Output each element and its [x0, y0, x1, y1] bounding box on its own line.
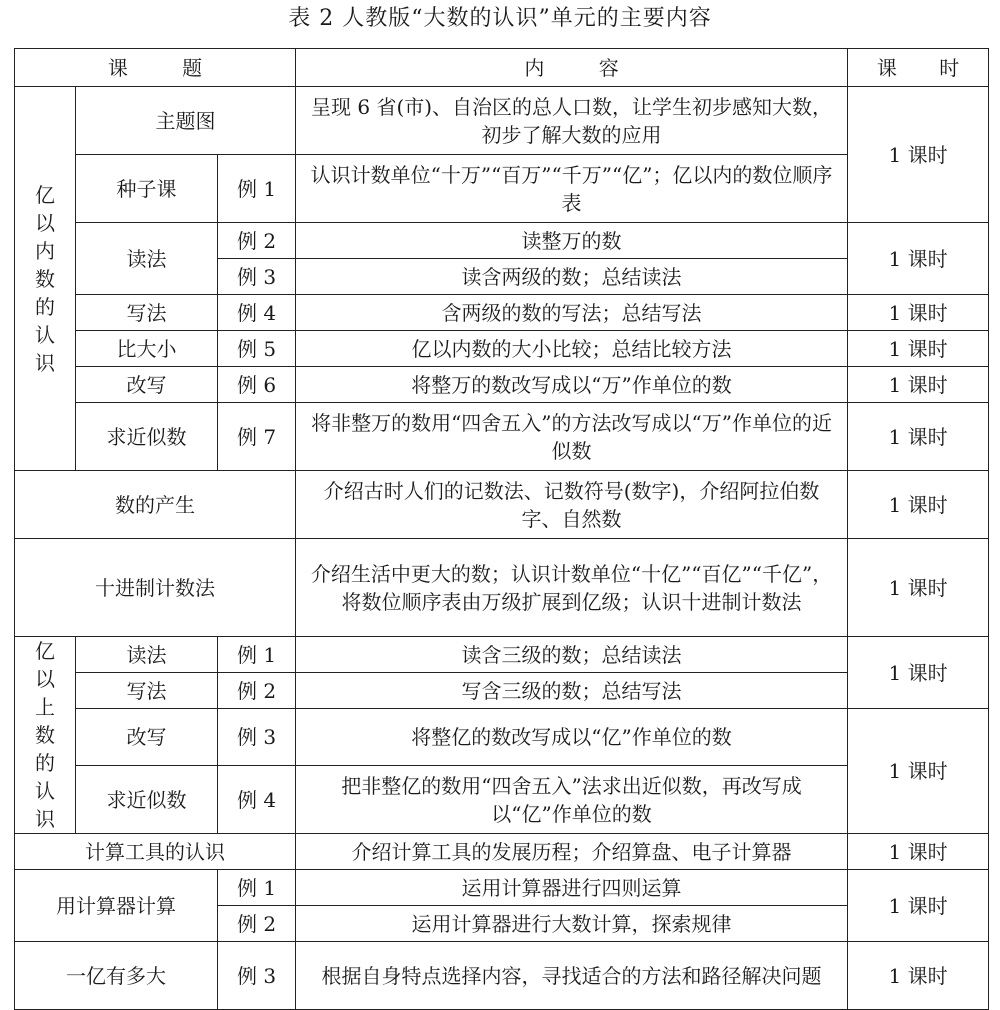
group-above-yi: 亿以上数的认识 [15, 637, 76, 834]
content-table [14, 48, 989, 1010]
content-cell: 根据自身特点选择内容，寻找适合的方法和路径解决问题 [296, 942, 848, 1010]
table-row [15, 155, 989, 223]
content-cell: 亿以内数的大小比较；总结比较方法 [296, 331, 848, 367]
hours-cell: 1 课时 [848, 223, 989, 295]
topic-cell: 改写 [76, 367, 218, 403]
content-cell: 把非整亿的数用“四舍五入”法求出近似数，再改写成以“亿”作单位的数 [296, 766, 848, 834]
topic-cell: 比大小 [76, 331, 218, 367]
hours-cell: 1 课时 [848, 870, 989, 942]
hours-cell: 1 课时 [848, 709, 989, 834]
content-cell: 认识计数单位“十万”“百万”“千万”“亿”；亿以内的数位顺序表 [296, 155, 848, 223]
content-cell: 读含三级的数；总结读法 [296, 637, 848, 673]
topic-cell: 写法 [76, 295, 218, 331]
table-caption: 表 2 人教版“大数的认识”单元的主要内容 [288, 6, 712, 31]
table-row [15, 834, 989, 870]
content-cell: 将整亿的数改写成以“亿”作单位的数 [296, 709, 848, 766]
topic-cell: 种子课 [76, 155, 218, 223]
example-cell: 例 3 [218, 709, 296, 766]
group-within-yi: 亿以内数的认识 [15, 87, 76, 471]
topic-cell: 十进制计数法 [15, 539, 296, 637]
table-row [15, 295, 989, 331]
hours-cell: 1 课时 [848, 403, 989, 471]
topic-cell: 主题图 [76, 87, 296, 155]
hours-cell: 1 课时 [848, 637, 989, 709]
table-row [15, 766, 989, 834]
table-row [15, 471, 989, 539]
content-cell: 介绍古时人们的记数法、记数符号(数字)，介绍阿拉伯数字、自然数 [296, 471, 848, 539]
example-cell: 例 2 [218, 223, 296, 259]
table-row [15, 403, 989, 471]
example-cell: 例 1 [218, 637, 296, 673]
content-cell: 读整万的数 [296, 223, 848, 259]
table-row [15, 87, 989, 155]
table-header-row [15, 49, 989, 87]
topic-cell: 读法 [76, 637, 218, 673]
content-cell: 呈现 6 省(市)、自治区的总人口数，让学生初步感知大数，初步了解大数的应用 [296, 87, 848, 155]
topic-cell: 求近似数 [76, 403, 218, 471]
content-cell: 将整万的数改写成以“万”作单位的数 [296, 367, 848, 403]
hours-cell: 1 课时 [848, 87, 989, 223]
hours-cell: 1 课时 [848, 367, 989, 403]
content-cell: 读含两级的数；总结读法 [296, 259, 848, 295]
topic-cell: 数的产生 [15, 471, 296, 539]
table-row [15, 539, 989, 637]
topic-cell: 求近似数 [76, 766, 218, 834]
content-cell: 运用计算器进行四则运算 [296, 870, 848, 906]
topic-cell: 一亿有多大 [15, 942, 218, 1010]
content-cell: 含两级的数的写法；总结写法 [296, 295, 848, 331]
example-cell: 例 3 [218, 942, 296, 1010]
example-cell: 例 1 [218, 155, 296, 223]
hours-cell: 1 课时 [848, 295, 989, 331]
hours-cell: 1 课时 [848, 331, 989, 367]
table-row [15, 870, 989, 906]
topic-cell: 写法 [76, 673, 218, 709]
example-cell: 例 5 [218, 331, 296, 367]
topic-cell: 用计算器计算 [15, 870, 218, 942]
content-cell: 写含三级的数；总结写法 [296, 673, 848, 709]
example-cell: 例 4 [218, 766, 296, 834]
hours-cell: 1 课时 [848, 471, 989, 539]
table-row [15, 709, 989, 766]
table-row [15, 942, 989, 1010]
header-content: 内 容 [296, 49, 848, 87]
topic-cell: 计算工具的认识 [15, 834, 296, 870]
example-cell: 例 1 [218, 870, 296, 906]
content-cell: 介绍生活中更大的数；认识计数单位“十亿”“百亿”“千亿”，将数位顺序表由万级扩展到亿级；认识十进制计数法 [296, 539, 848, 637]
header-hours: 课 时 [848, 49, 989, 87]
example-cell: 例 7 [218, 403, 296, 471]
example-cell: 例 2 [218, 906, 296, 942]
example-cell: 例 6 [218, 367, 296, 403]
example-cell: 例 3 [218, 259, 296, 295]
example-cell: 例 2 [218, 673, 296, 709]
hours-cell: 1 课时 [848, 942, 989, 1010]
table-row [15, 673, 989, 709]
header-topic: 课 题 [15, 49, 296, 87]
table-row [15, 331, 989, 367]
content-cell: 介绍计算工具的发展历程；介绍算盘、电子计算器 [296, 834, 848, 870]
table-row [15, 637, 989, 673]
hours-cell: 1 课时 [848, 539, 989, 637]
content-cell: 运用计算器进行大数计算，探索规律 [296, 906, 848, 942]
table-row [15, 367, 989, 403]
content-cell: 将非整万的数用“四舍五入”的方法改写成以“万”作单位的近似数 [296, 403, 848, 471]
table-row [15, 223, 989, 259]
hours-cell: 1 课时 [848, 834, 989, 870]
example-cell: 例 4 [218, 295, 296, 331]
topic-cell: 读法 [76, 223, 218, 295]
topic-cell: 改写 [76, 709, 218, 766]
